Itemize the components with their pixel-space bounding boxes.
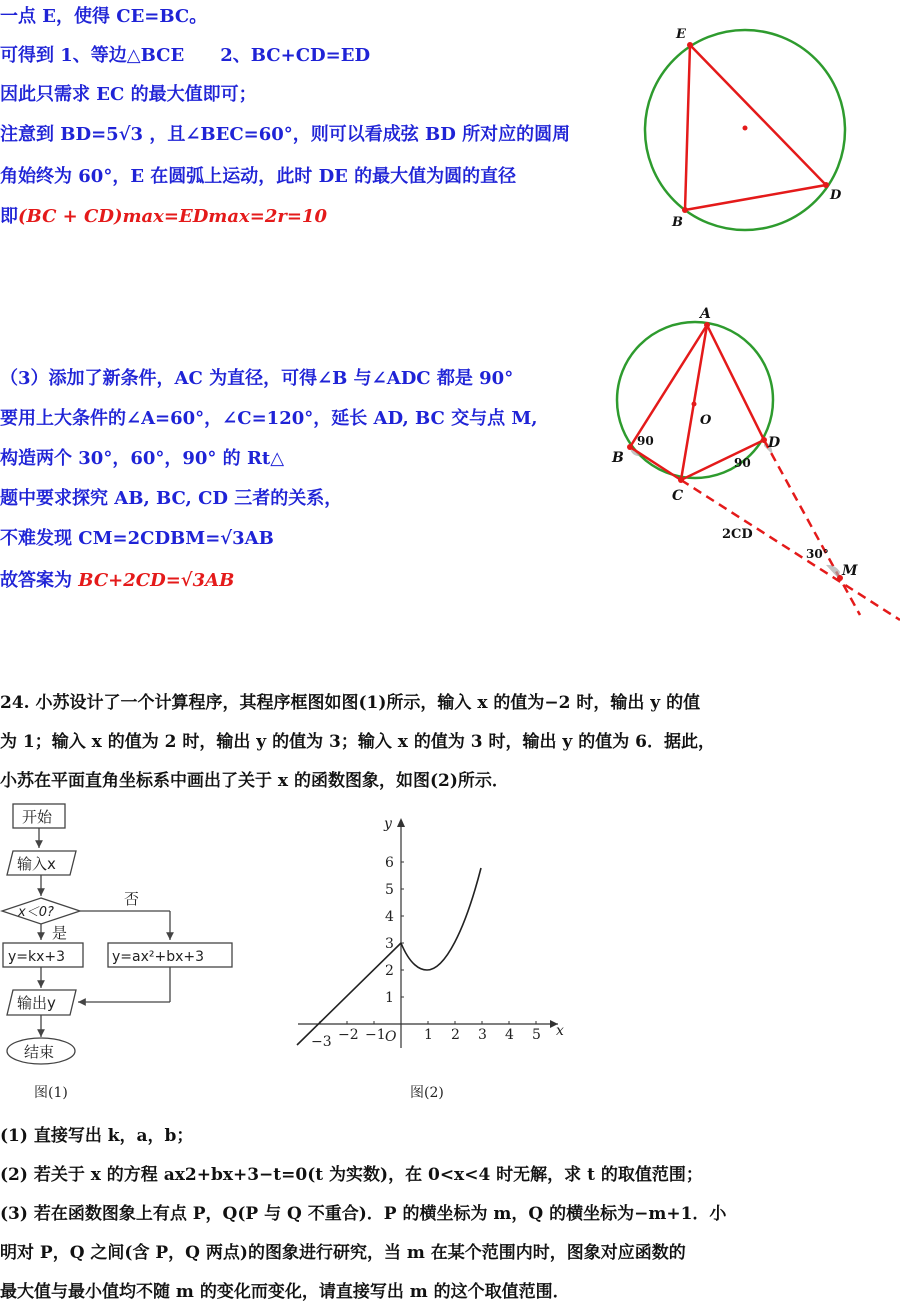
section2-line-5: 角始终为 60°，E 在圆弧上运动，此时 DE 的最大值为圆的直径 <box>0 166 517 187</box>
point-e <box>687 42 693 48</box>
flow-start-label: 开始 <box>22 808 53 826</box>
flow-end-label: 结束 <box>24 1043 55 1061</box>
extension-bc <box>681 480 900 620</box>
y-axis-label: y <box>384 816 392 832</box>
x-axis-label: x <box>556 1023 564 1039</box>
y-tick-label: 5 <box>385 882 394 898</box>
answer-prefix: 故答案为 <box>0 570 79 591</box>
point-a <box>704 322 710 328</box>
parabola-branch <box>401 868 481 970</box>
label-o: O <box>700 413 712 428</box>
label-m: M <box>842 563 858 579</box>
triangle-ebd <box>685 45 826 210</box>
section2-line-1: 一点 E，使得 CE=BC。 <box>0 6 208 27</box>
answer-formula: BC+2CD=√3AB <box>78 570 235 591</box>
extension-ad <box>764 440 860 615</box>
flow-yes-label: 是 <box>52 924 68 942</box>
flowchart <box>2 804 232 1064</box>
function-graph <box>297 816 564 1050</box>
y-tick-label: 2 <box>385 963 394 979</box>
label-b: B <box>672 215 683 230</box>
label-angle-m: 30° <box>806 547 829 561</box>
origin-label: O <box>385 1029 397 1045</box>
center-point <box>743 126 748 131</box>
label-d2: D <box>768 435 781 451</box>
point-b <box>682 207 688 213</box>
flow-condition-label: x＜0? <box>18 905 54 920</box>
problem24-intro-1: 24. 小苏设计了一个计算程序，其程序框图如图(1)所示，输入 x 的值为−2 时，输出 y 的值 <box>0 693 701 713</box>
question-3-line-2: 明对 P，Q 之间(含 P，Q 两点)的图象进行研究，当 m 在某个范围内时，图象对应函数的 <box>0 1243 686 1263</box>
flow-no-label: 否 <box>124 890 140 908</box>
x-tick-label: 5 <box>532 1027 541 1043</box>
point-d2 <box>761 437 767 443</box>
label-angle-d: 90 <box>734 456 751 470</box>
figure1-caption: 图(1) <box>34 1085 68 1101</box>
section3-answer <box>0 566 234 592</box>
label-c: C <box>672 488 684 504</box>
y-tick-label: 6 <box>385 855 394 871</box>
x-ticks <box>311 1021 541 1050</box>
flow-input-label: 输入x <box>17 855 56 873</box>
question-1: (1) 直接写出 k，a，b； <box>0 1126 194 1146</box>
section3-line-3: 构造两个 30°，60°，90° 的 Rt△ <box>0 448 285 469</box>
question-3-line-1: (3) 若在函数图象上有点 P，Q(P 与 Q 不重合)．P 的横坐标为 m，Q 的横坐标为−m+1．小 <box>0 1204 727 1224</box>
problem24-intro-2: 为 1；输入 x 的值为 2 时，输出 y 的值为 3；输入 x 的值为 3 时，输出 y 的值为 6．据此， <box>0 732 715 752</box>
point-b2 <box>627 444 633 450</box>
section2-line-3: 因此只需求 EC 的最大值即可； <box>0 84 257 105</box>
section3-line-5: 不难发现 CM=2CDBM=√3AB <box>0 528 274 549</box>
section2-line-2: 可得到 1、等边△BCE 2、BC+CD=ED <box>0 45 371 66</box>
label-2cd: 2CD <box>722 527 753 542</box>
problem24-intro-3: 小苏在平面直角坐标系中画出了关于 x 的函数图象，如图(2)所示． <box>0 771 509 791</box>
conclusion-formula: (BC + CD)max=EDmax=2r=10 <box>18 206 327 227</box>
label-angle-b: 90 <box>637 434 654 448</box>
label-b2: B <box>612 450 624 466</box>
flow-output-label: 输出y <box>17 994 56 1012</box>
x-tick-label: 3 <box>478 1027 487 1043</box>
section2-line-4: 注意到 BD=5√3 ，且∠BEC=60°，则可以看成弦 BD 所对应的圆周 <box>0 124 571 145</box>
x-tick-label: −3 <box>311 1034 332 1050</box>
point-d <box>823 182 829 188</box>
x-tick-label: −2 <box>338 1027 359 1043</box>
section3-line-4: 题中要求探究 AB, BC, CD 三者的关系， <box>0 488 343 509</box>
y-tick-label: 1 <box>385 990 394 1006</box>
x-tick-label: −1 <box>365 1027 386 1043</box>
section3-line-1: （3）添加了新条件，AC 为直径，可得∠B 与∠ADC 都是 90° <box>0 368 514 389</box>
flow-branch-yes-label: y=kx+3 <box>8 949 66 965</box>
x-tick-label: 4 <box>505 1027 514 1043</box>
point-c <box>678 477 684 483</box>
question-3-line-3: 最大值与最小值均不随 m 的变化而变化，请直接写出 m 的这个取值范围． <box>0 1282 570 1302</box>
figure-circle-ebd <box>645 27 845 230</box>
label-a: A <box>700 306 711 322</box>
question-2: (2) 若关于 x 的方程 ax2+bx+3−t=0(t 为实数)，在 0<x<4 时无解，求 t 的取值范围； <box>0 1165 703 1185</box>
flow-branch-no-label: y=ax²+bx+3 <box>112 949 205 965</box>
conclusion-prefix: 即 <box>0 206 18 227</box>
x-tick-label: 2 <box>451 1027 460 1043</box>
figure-circle-abcd <box>611 306 900 620</box>
figure2-caption: 图(2) <box>410 1085 444 1101</box>
y-tick-label: 3 <box>385 936 394 952</box>
label-d: D <box>830 188 842 203</box>
section3-line-2: 要用上大条件的∠A=60°，∠C=120°，延长 AD, BC 交与点 M, <box>0 408 538 429</box>
y-tick-label: 4 <box>385 909 394 925</box>
label-e: E <box>676 27 686 42</box>
x-tick-label: 1 <box>424 1027 433 1043</box>
point-o <box>692 402 697 407</box>
